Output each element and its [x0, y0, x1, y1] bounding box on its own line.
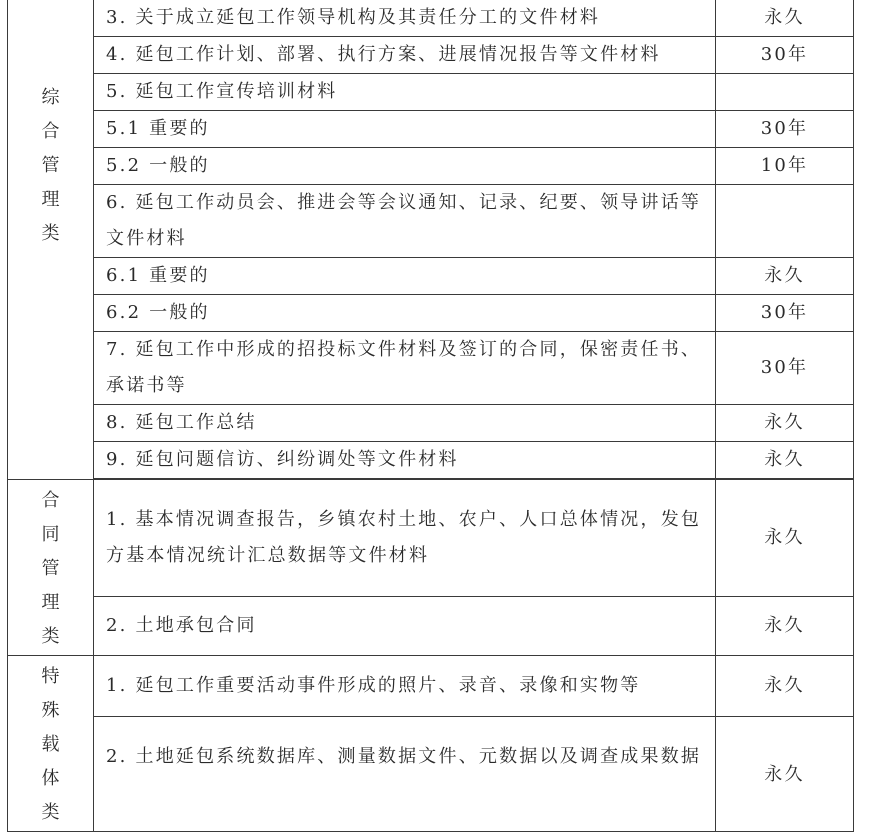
period-cell: 永久 — [716, 442, 854, 479]
item-cell: 7. 延包工作中形成的招投标文件材料及签订的合同，保密责任书、承诺书等 — [94, 332, 716, 405]
period-cell: 10年 — [716, 148, 854, 185]
table-row — [8, 37, 854, 74]
table-row — [8, 185, 854, 258]
category-cell — [8, 480, 94, 656]
period-cell: 30年 — [716, 332, 854, 405]
table-row — [8, 656, 854, 717]
period-cell — [716, 185, 854, 258]
item-cell: 2. 土地承包合同 — [94, 597, 716, 656]
table-row — [8, 295, 854, 332]
period-cell: 永久 — [716, 656, 854, 717]
period-cell: 永久 — [716, 480, 854, 597]
period-cell: 30年 — [716, 37, 854, 74]
table-row — [8, 332, 854, 405]
table-row — [8, 0, 854, 37]
item-cell: 5.2 一般的 — [94, 148, 716, 185]
item-cell: 5.1 重要的 — [94, 111, 716, 148]
item-cell: 6. 延包工作动员会、推进会等会议通知、记录、纪要、领导讲话等文件材料 — [94, 185, 716, 258]
table-row — [8, 148, 854, 185]
period-cell: 30年 — [716, 295, 854, 332]
category-cell — [8, 0, 94, 480]
item-cell: 9. 延包问题信访、纠纷调处等文件材料 — [94, 442, 716, 479]
item-cell: 3. 关于成立延包工作领导机构及其责任分工的文件材料 — [94, 0, 716, 37]
category-label: 合同管理类 — [41, 490, 60, 647]
item-cell: 4. 延包工作计划、部署、执行方案、进展情况报告等文件材料 — [94, 37, 716, 74]
item-cell: 6.2 一般的 — [94, 295, 716, 332]
table-row — [8, 442, 854, 479]
period-cell: 永久 — [716, 258, 854, 295]
period-cell — [716, 74, 854, 111]
period-cell: 永久 — [716, 597, 854, 656]
category-cell — [8, 656, 94, 832]
table-row — [8, 480, 854, 597]
table-row — [8, 111, 854, 148]
item-cell: 8. 延包工作总结 — [94, 405, 716, 442]
item-cell: 6.1 重要的 — [94, 258, 716, 295]
category-label: 特殊载体类 — [41, 666, 60, 823]
table-row — [8, 716, 854, 831]
table-row — [8, 74, 854, 111]
period-cell: 永久 — [716, 716, 854, 831]
period-cell: 永久 — [716, 405, 854, 442]
category-label: 综合管理类 — [41, 87, 60, 244]
item-cell: 5. 延包工作宣传培训材料 — [94, 74, 716, 111]
archive-retention-table — [7, 0, 854, 832]
period-cell: 30年 — [716, 111, 854, 148]
item-cell: 1. 延包工作重要活动事件形成的照片、录音、录像和实物等 — [94, 656, 716, 717]
item-cell: 2. 土地延包系统数据库、测量数据文件、元数据以及调查成果数据 — [94, 716, 716, 831]
table-row — [8, 258, 854, 295]
period-cell: 永久 — [716, 0, 854, 37]
item-cell: 1. 基本情况调查报告，乡镇农村土地、农户、人口总体情况，发包方基本情况统计汇总数据等文件材料 — [94, 480, 716, 597]
table-row — [8, 597, 854, 656]
table-row — [8, 405, 854, 442]
